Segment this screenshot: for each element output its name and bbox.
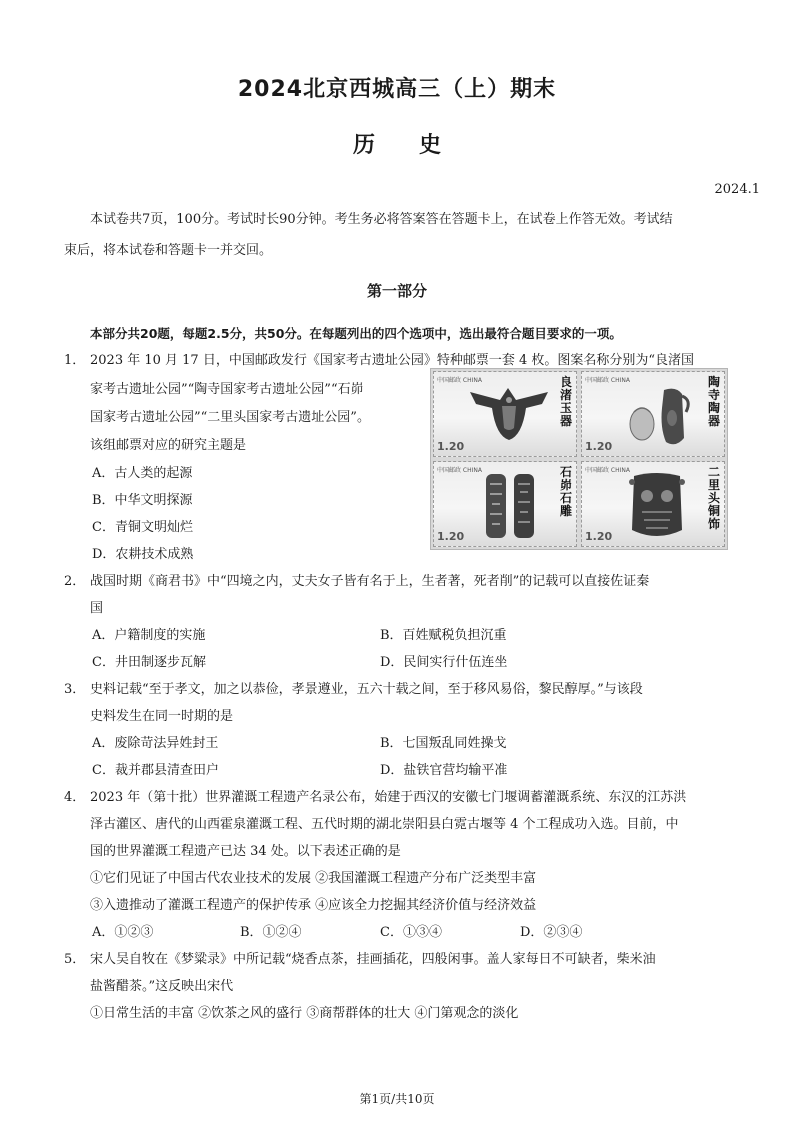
statement-line: ③入遗推动了灌溉工程遗产的保护传承 ④应该全力挖掘其经济价值与经济效益 <box>90 898 537 913</box>
option-a[interactable]: A．①②③ <box>92 925 154 940</box>
question-text-line: 该组邮票对应的研究主题是 <box>90 438 247 453</box>
question-number: 3． <box>64 682 86 697</box>
intro-line-1: 本试卷共7页，100分。考试时长90分钟。考生务必将答案答在答题卡上，在试卷上作答无效。考试结 <box>90 212 673 227</box>
question-number: 1． <box>64 353 86 368</box>
question-text-line: 国 <box>90 601 104 616</box>
question-text-line: 宋人吴自牧在《梦粱录》中所记载“烧香点茶，挂画插花，四般闲事。盖人家每日不可缺者，柴米油 <box>90 952 656 967</box>
question-text-line: 泽古灌区、唐代的山西霍泉灌溉工程、五代时期的湖北崇阳县白霓古堰等 4 个工程成功入选。目前，中 <box>90 817 679 832</box>
option-b[interactable]: B．中华文明探源 <box>92 493 193 508</box>
option-c[interactable]: C．井田制逐步瓦解 <box>92 655 206 670</box>
stamp-label: 陶寺陶器 <box>707 375 720 428</box>
stamp-value: 1.20 <box>437 530 465 543</box>
statement-line: ①它们见证了中国古代农业技术的发展 ②我国灌溉工程遗产分布广泛类型丰富 <box>90 871 537 886</box>
stamp-issuer: 中国邮政 CHINA <box>585 377 630 384</box>
question-text-line: 家考古遗址公园”“陶寺国家考古遗址公园”“石峁 <box>90 382 364 397</box>
intro-line-2: 束后，将本试卷和答题卡一并交回。 <box>64 243 273 258</box>
question-text-line: 国的世界灌溉工程遗产已达 34 处。以下表述正确的是 <box>90 844 401 859</box>
stamp-issuer: 中国邮政 CHINA <box>437 377 482 384</box>
question-text-line: 战国时期《商君书》中“四境之内，丈夫女子皆有名于上，生者著，死者削”的记载可以直接佐证秦 <box>90 574 650 589</box>
option-d[interactable]: D．盐铁官营均输平准 <box>380 763 508 778</box>
option-d[interactable]: D．民间实行什伍连坐 <box>380 655 508 670</box>
stamp-value: 1.20 <box>437 440 465 453</box>
stamp-issuer: 中国邮政 CHINA <box>585 467 630 474</box>
jade-cong-icon <box>464 378 554 454</box>
option-a[interactable]: A．废除苛法异姓封王 <box>92 736 219 751</box>
part-instruction: 本部分共20题，每题2.5分，共50分。在每题列出的四个选项中，选出最符合题目要求的一项。 <box>90 326 622 341</box>
page-footer: 第1页/共10页 <box>359 1092 435 1106</box>
exam-date: 2024.1 <box>714 182 760 197</box>
statement-line: ①日常生活的丰富 ②饮茶之风的盛行 ③商帮群体的壮大 ④门第观念的淡化 <box>90 1006 519 1021</box>
stamp-value: 1.20 <box>585 440 613 453</box>
option-b[interactable]: B．①②④ <box>240 925 302 940</box>
pottery-jar-icon <box>612 378 702 454</box>
option-b[interactable]: B．百姓赋税负担沉重 <box>380 628 507 643</box>
part-title: 第一部分 <box>366 282 427 300</box>
stamp-sheet <box>430 368 728 550</box>
question-number: 2． <box>64 574 86 589</box>
question-number: 4． <box>64 790 86 805</box>
subject-title <box>0 128 794 159</box>
question-text-line: 盐酱醋茶。”这反映出宋代 <box>90 979 234 994</box>
option-d[interactable]: D．农耕技术成熟 <box>92 547 194 562</box>
option-b[interactable]: B．七国叛乱同姓操戈 <box>380 736 507 751</box>
subject-char-2: 史 <box>419 133 442 158</box>
stamp <box>581 461 725 547</box>
bronze-plaque-icon <box>612 468 702 544</box>
option-c[interactable]: C．裁并郡县清查田户 <box>92 763 219 778</box>
stamp-label: 二里头铜饰 <box>707 465 720 531</box>
option-c[interactable]: C．①③④ <box>380 925 442 940</box>
option-a[interactable]: A．户籍制度的实施 <box>92 628 206 643</box>
question-text-line: 史料记载“至于孝文，加之以恭俭，孝景遵业，五六十载之间，至于移风易俗，黎民醇厚。”与该段 <box>90 682 643 697</box>
exam-title: 2024北京西城高三（上）期末 <box>237 77 557 102</box>
question-text-line: 2023 年（第十批）世界灌溉工程遗产名录公布，始建于西汉的安徽七门堰调蓄灌溉系统、东汉的江苏洪 <box>90 790 687 805</box>
stamp-label: 石峁石雕 <box>559 465 572 518</box>
stamp <box>581 371 725 457</box>
stamp-issuer: 中国邮政 CHINA <box>437 467 482 474</box>
question-text-line: 史料发生在同一时期的是 <box>90 709 234 724</box>
stamp <box>433 461 577 547</box>
stamp-label: 良渚玉器 <box>559 375 572 428</box>
option-d[interactable]: D．②③④ <box>520 925 583 940</box>
question-text-line: 2023 年 10 月 17 日，中国邮政发行《国家考古遗址公园》特种邮票一套 4 枚。图案名称分别为“良渚国 <box>90 353 695 368</box>
subject-char-1: 历 <box>352 133 375 158</box>
stamp-value: 1.20 <box>585 530 613 543</box>
option-a[interactable]: A．古人类的起源 <box>92 466 193 481</box>
option-c[interactable]: C．青铜文明灿烂 <box>92 520 193 535</box>
stone-carving-icon <box>464 468 554 544</box>
question-text-line: 国家考古遗址公园”“二里头国家考古遗址公园”。 <box>90 410 370 425</box>
question-number: 5． <box>64 952 86 967</box>
stamp <box>433 371 577 457</box>
